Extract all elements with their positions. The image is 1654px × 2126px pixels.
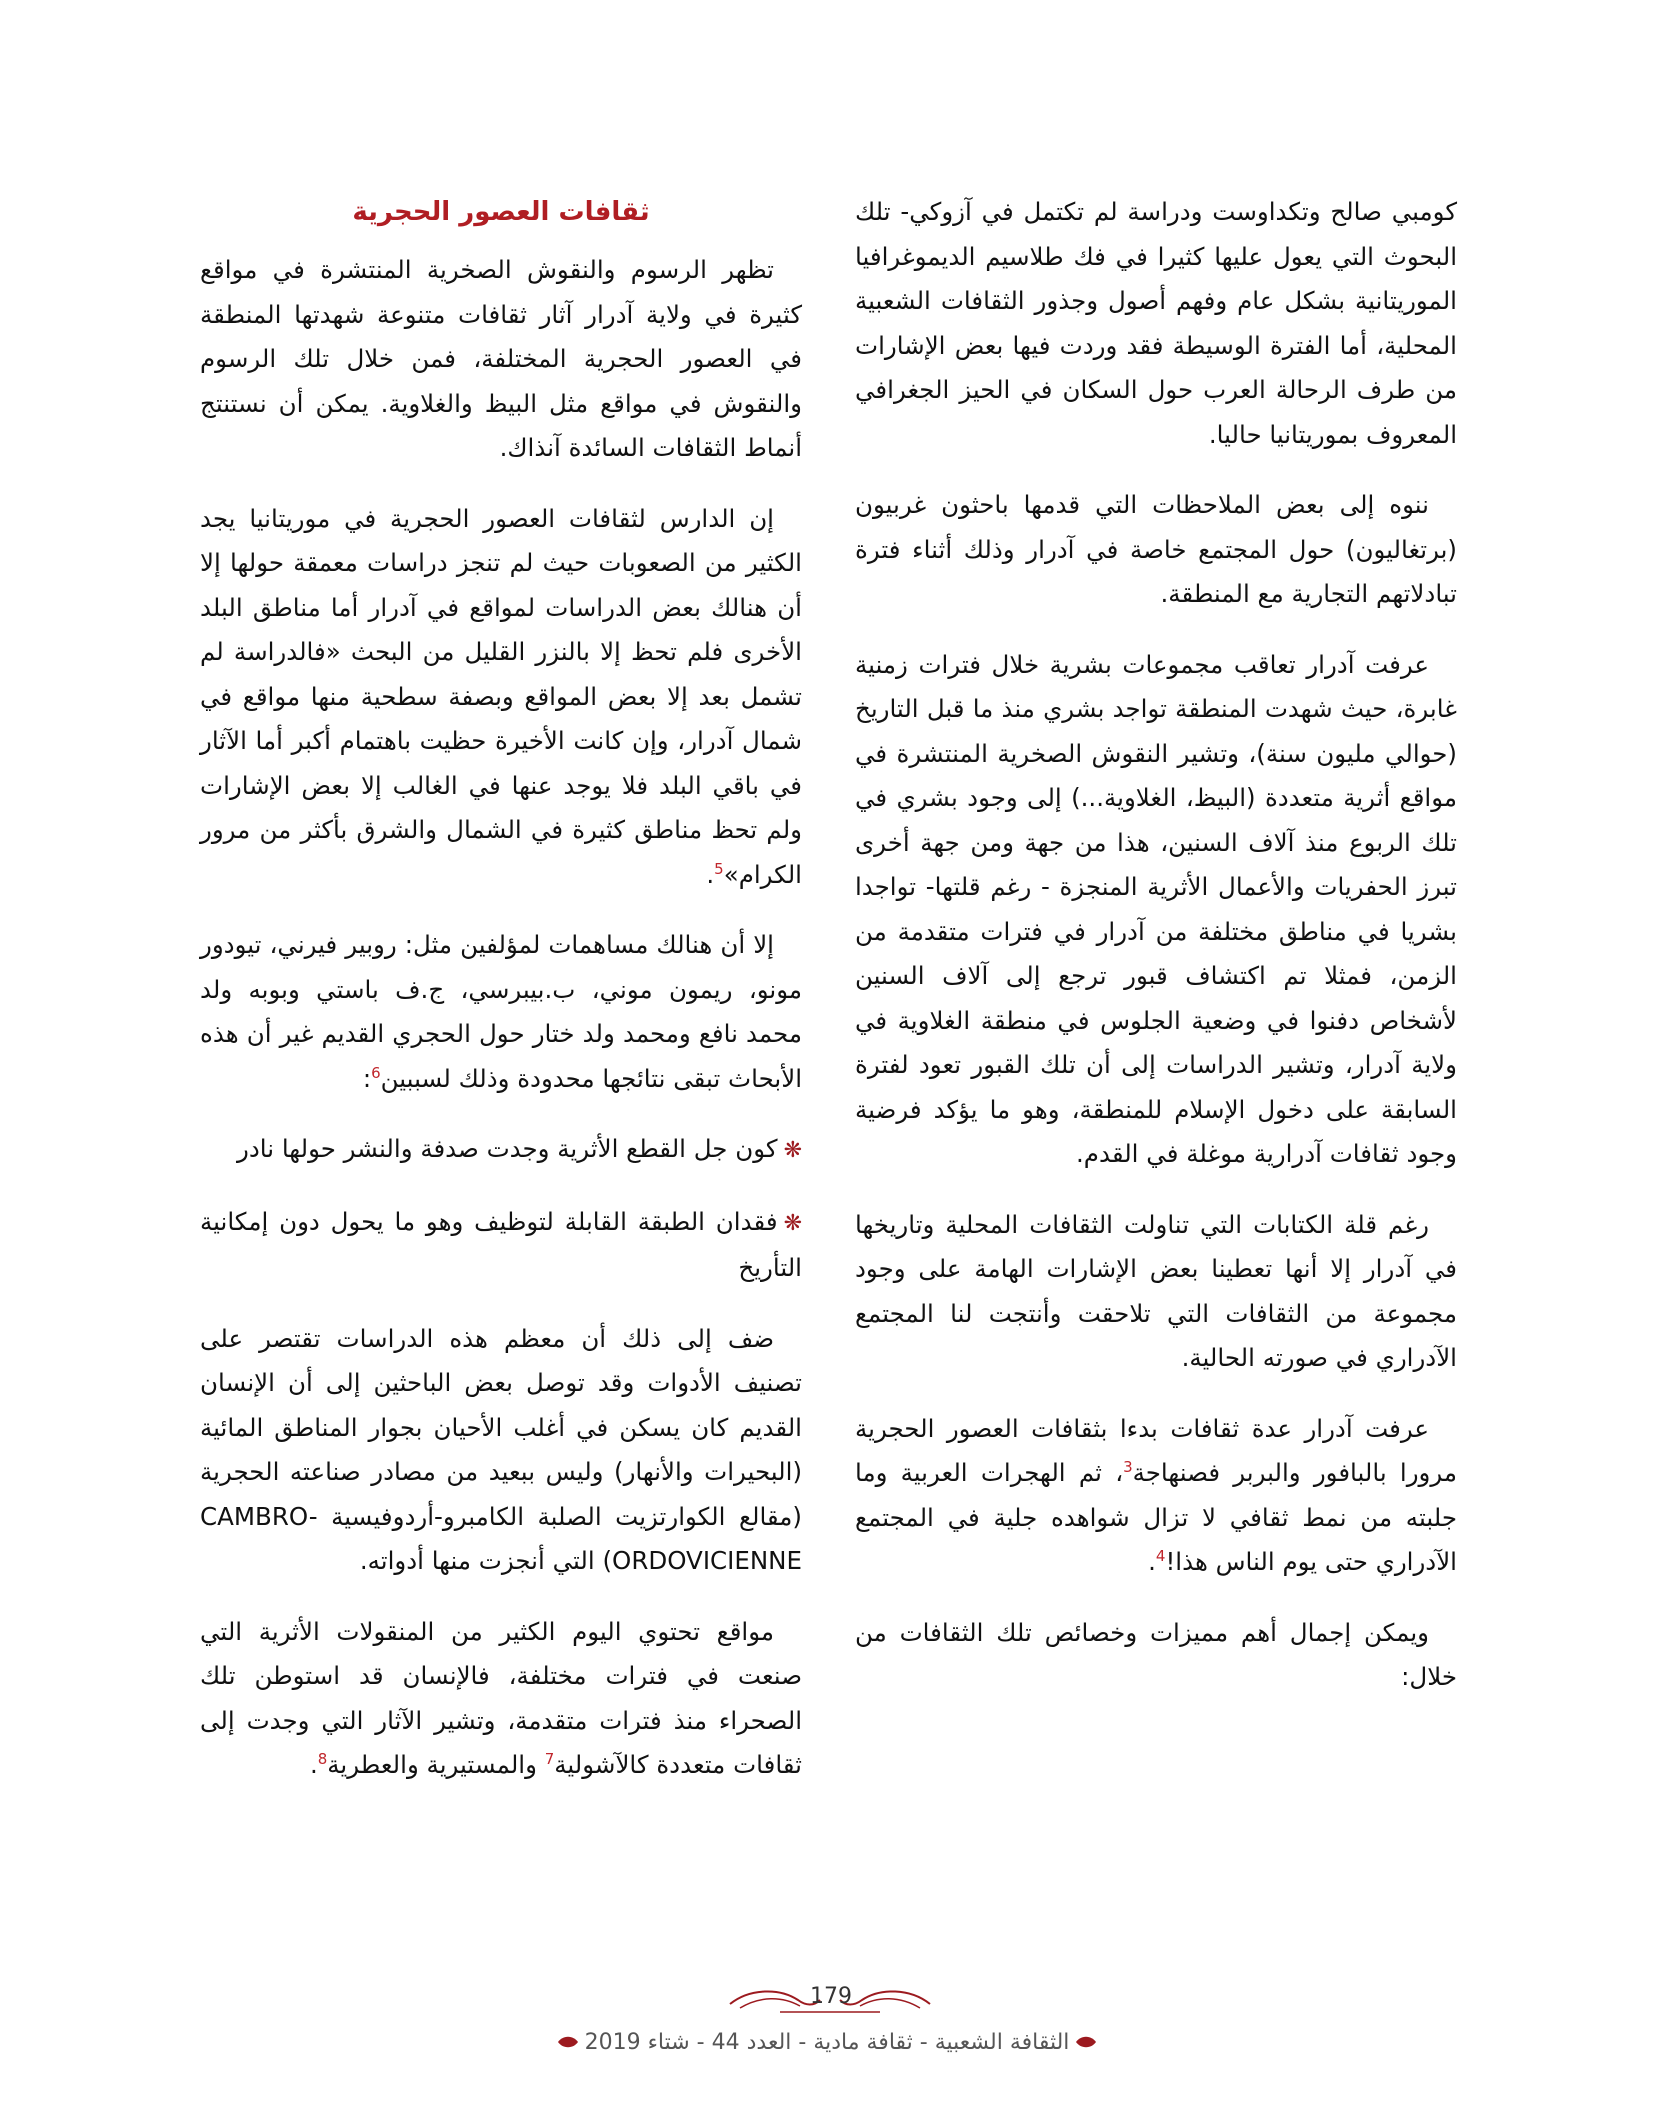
section-heading: ثقافات العصور الحجرية [352,197,650,227]
footnote-ref[interactable]: 4 [1155,1546,1166,1565]
asterisk-ornament-icon: ❋ [783,1138,802,1163]
paragraph-text: عرفت آدرار عدة ثقافات بدءا بثقافات العصور الحجرية مرورا بالبافور والبربر فصنهاجة [855,1413,1458,1487]
bullet-item [200,1200,802,1291]
footnote-ref[interactable]: 6 [371,1063,381,1082]
paragraph: ننوه إلى بعض الملاحظات التي قدمها باحثون غربيون (برتغاليون) حول المجتمع خاصة في آدرار وذلك أثناء فترة تبادلاتهم التجارية مع المنطقة. [855,490,1457,608]
paragraph-text: : [362,1063,372,1093]
paragraph-text: ضف إلى ذلك أن معظم هذه الدراسات تقتصر على تصنيف الأدوات وقد توصل بعض الباحثين إلى أن الإنسان القديم كان يسكن في أغلب الأحيان بجوار المناطق المائية (البحيرات والأنهار) وليس ببعيد من مصادر صناعته الحجرية (مقالع الكوارتزيت الصلبة الكامبرو-أردوفيسية [200,1323,802,1531]
bullet-text: كون جل القطع الأثرية وجدت صدفة والنشر حولها نادر [237,1134,778,1163]
paragraph: عرفت آدرار تعاقب مجموعات بشرية خلال فترات زمنية غابرة، حيث شهدت المنطقة تواجد بشري منذ ما قبل التاريخ (حوالي مليون سنة)، وتشير النقوش الصخرية المنتشرة في مواقع أثرية متعددة (البيظ، الغلاوية...) إلى وجود بشري في تلك الربوع منذ آلاف السنين، هذا من جهة ومن جهة أخرى تبرز الحفريات والأعمال الأثرية المنجزة - رغم قلتها- تواجدا بشريا في مناطق مختلفة من آدرار في فترات متقدمة من الزمن، فمثلا تم اكتشاف قبور ترجع إلى آلاف السنين لأشخاص دفنوا في وضعية الجلوس في منطقة الغلاوية في ولاية آدرار، وتشير الدراسات إلى أن تلك القبور تعود لفترة السابقة على دخول الإسلام للمنطقة، وهو ما يؤكد فرضية وجود ثقافات آدرارية موغلة في القدم. [855,649,1457,1168]
bullet-text: فقدان الطبقة القابلة لتوظيف وهو ما يحول دون إمكانية التأريخ [200,1206,802,1282]
paragraph [200,497,802,898]
paragraph-text: . [706,859,715,889]
footnote-ref[interactable]: 3 [1123,1457,1133,1476]
paragraph: رغم قلة الكتابات التي تناولت الثقافات المحلية وتاريخها في آدرار إلا أنها تعطينا بعض الإشارات الهامة على وجود مجموعة من الثقافات التي تلاحقت وأنتجت لنا المجتمع الآدراري في صورته الحالية. [855,1209,1457,1372]
right-column [855,190,1457,1726]
asterisk-ornament-icon: ❋ [783,1210,802,1236]
leaf-icon [1075,2034,1097,2050]
magazine-footer-line [500,2022,1154,2062]
page-footer [0,1982,1654,2082]
paragraph-text: ) التي أنجزت منها أدواته. [359,1546,613,1575]
latin-term: CAMBRO-ORDOVICIENNE [200,1501,802,1575]
paragraph-text: مواقع تحتوي اليوم الكثير من المنقولات الأثرية التي صنعت في فترات مختلفة، فالإنسان قد استوطن تلك الصحراء منذ فترات متقدمة، وتشير الآثار التي وجدت إلى ثقافات متعددة كالآشولية [200,1616,802,1779]
paragraph [855,1407,1457,1585]
paragraph-text: إن الدارس لثقافات العصور الحجرية في موريتانيا يجد الكثير من الصعوبات حيث لم تنجز دراسات معمقة حولها إلا أن هنالك بعض الدراسات لمواقع في آدرار أما مناطق البلد الأخرى فلم تحظ إلا بالنزر القليل من البحث «فالدراسة لم تشمل بعد إلا بعض المواقع وبصفة سطحية منها مواقع في شمال آدرار، وإن كانت الأخيرة حظيت باهتمام أكبر أما الآثار في باقي البلد فلا يوجد عنها في الغالب إلا بعض الإشارات ولم تحظ مناطق كثيرة في الشمال والشرق بأكثر من مرور الكرام» [200,503,802,889]
left-column [200,190,802,1814]
paragraph-text: والمستيرية والعطرية [327,1750,545,1779]
page-number: 179 [810,1984,852,2009]
paragraph: ويمكن إجمال أهم مميزات وخصائص تلك الثقافات من خلال: [855,1617,1457,1691]
paragraph: كومبي صالح وتكداوست ودراسة لم تكتمل في آزوكي- تلك البحوث التي يعول عليها كثيرا في فك طلاسيم الديموغرافيا الموريتانية بشكل عام وفهم أصول وجذور الثقافات الشعبية المحلية، أما الفترة الوسيطة فقد وردت فيها بعض الإشارات من طرف الرحالة العرب حول السكان في الحيز الجغرافي المعروف بموريتانيا حاليا. [855,197,1457,449]
paragraph [200,1610,802,1788]
paragraph [200,923,802,1101]
magazine-issue-text: الثقافة الشعبية - ثقافة مادية - العدد 44 - شتاء 2019 [584,2029,1070,2055]
paragraph-text: ، ثم الهجرات العربية وما جلبته من نمط ثقافي لا تزال شواهده جلية في المجتمع الآدراري حتى يوم الناس هذا! [855,1458,1457,1576]
bullet-item [200,1127,802,1174]
paragraph-text: . [1148,1547,1156,1576]
footnote-ref[interactable]: 8 [317,1749,328,1768]
leaf-icon [557,2034,579,2050]
footnote-ref[interactable]: 7 [544,1749,555,1768]
footnote-ref[interactable]: 5 [714,859,724,878]
paragraph-text: . [309,1750,318,1779]
paragraph-text: إلا أن هنالك مساهمات لمؤلفين مثل: روبير فيرني، تيودور مونو، ريمون موني، ب.بيبرسي، ج.ف باستي وبوبه ولد محمد نافع ومحمد ولد ختار حول الحجري القديم غير أن هذه الأبحاث تبقى نتائجها محدودة وذلك لسببين [200,930,802,1093]
paragraph [200,1317,802,1584]
paragraph: تظهر الرسوم والنقوش الصخرية المنتشرة في مواقع كثيرة في ولاية آدرار آثار ثقافات متنوعة شهدتها المنطقة في العصور الحجرية المختلفة، فمن خلال تلك الرسوم والنقوش في مواقع مثل البيظ والغلاوية. يمكن أن نستنتج أنماط الثقافات السائدة آنذاك. [200,255,802,462]
